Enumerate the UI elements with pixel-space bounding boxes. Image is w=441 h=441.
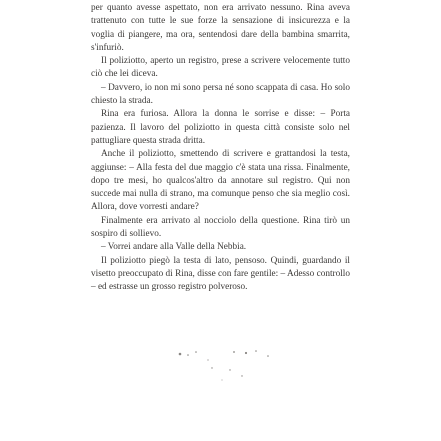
paragraph: – Vorrei andare alla Valle della Nebbia.	[101, 242, 247, 253]
paragraph: – Davvero, io non mi sono persa né sono scappata di casa. Ho solo chiesto la strada.	[91, 82, 350, 107]
paragraph: Anche il poliziotto, smettendo di scrivere e grattandosi la testa, aggiunse: – Alla festa del due maggio c'è stata una rissa. Finalmente, dopo tre mesi, ho qualcos'altro da annotare sul registro. Qui non succede mai nulla di strano, ma comunque penso che sia meglio così. Allora, dove vorresti andare?	[91, 149, 350, 213]
paragraph: per quanto avesse aspettato, non era arrivato nessuno. Rina aveva trattenuto con tutte le sue forze la sensazione di insicurezza e la voglia di piangere, ma ora, sentendosi dare della bambina smarrita, s'infuriò.	[91, 3, 350, 53]
paragraph: Il poliziotto piegò la testa di lato, pensoso. Quindi, guardando il visetto preoccupato di Rina, disse con fare gentile: – Adesso controllo – ed estrasse un grosso registro polveroso.	[91, 255, 350, 293]
paragraph: Finalmente era arrivato al nocciolo della questione. Rina tirò un sospiro di sollievo.	[91, 215, 350, 240]
paragraph: Il poliziotto, aperto un registro, prese a scrivere velocemente tutto ciò che lei diceva.	[91, 56, 350, 80]
page-text	[91, 2, 350, 295]
paragraph: Rina era furiosa. Allora la donna le sorrise e disse: – Porta pazienza. Il lavoro del poliziotto in questa città consiste solo nel pattugliare questa strada dritta.	[91, 109, 350, 146]
decorative-ornament	[150, 346, 300, 386]
